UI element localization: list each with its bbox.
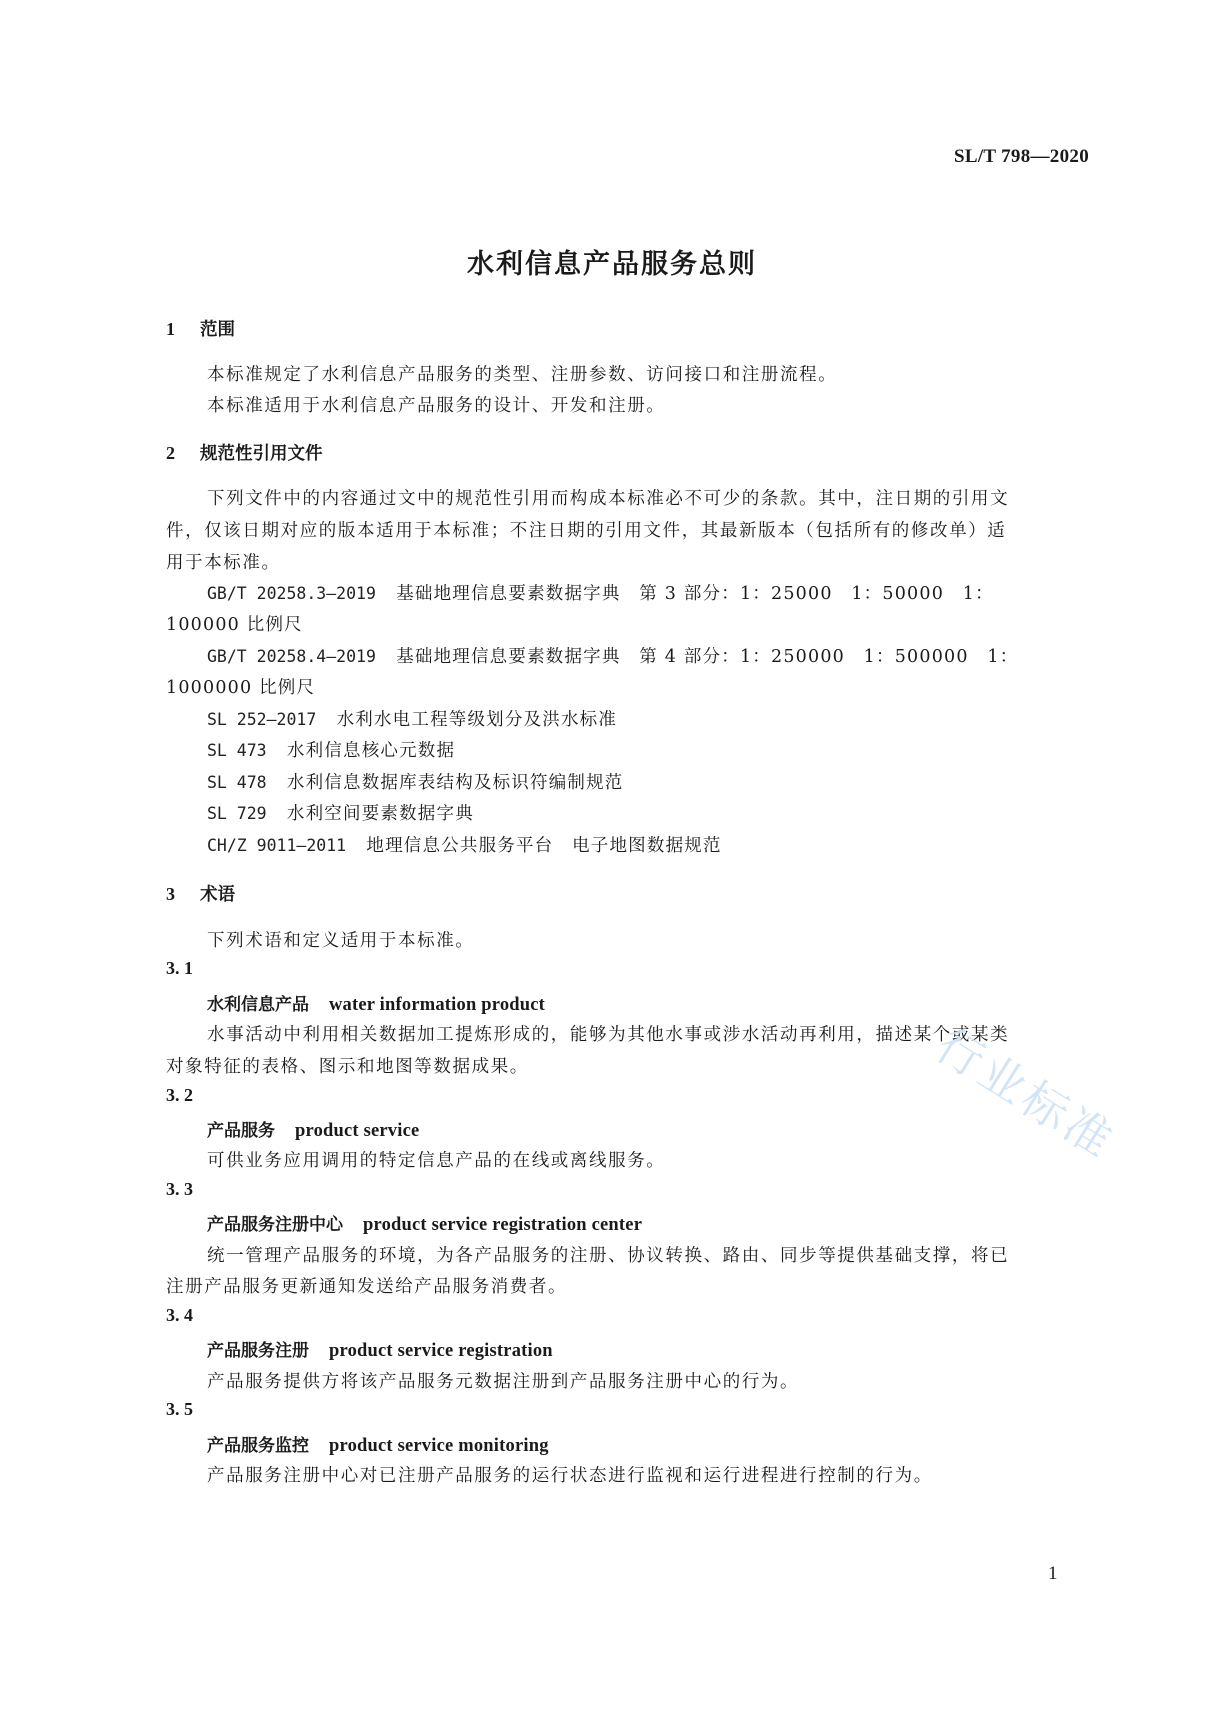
paragraph-line: 件，仅该日期对应的版本适用于本标准；不注日期的引用文件，其最新版本（包括所有的修改单）适 bbox=[166, 521, 1007, 541]
reference-code: SL 473 bbox=[207, 741, 267, 760]
paragraph-line: 用于本标准。 bbox=[166, 553, 281, 573]
section-title: 规范性引用文件 bbox=[200, 444, 323, 464]
reference-item bbox=[207, 580, 994, 605]
term-zh: 产品服务注册 bbox=[207, 1341, 309, 1361]
term-heading bbox=[207, 990, 545, 1016]
section-title: 范围 bbox=[200, 320, 235, 340]
section-number: 1 bbox=[166, 319, 175, 339]
term-zh: 水利信息产品 bbox=[207, 995, 309, 1015]
term-heading bbox=[207, 1210, 642, 1236]
term-zh: 产品服务 bbox=[207, 1121, 275, 1141]
term-definition: 统一管理产品服务的环境，为各产品服务的注册、协议转换、路由、同步等提供基础支撑，将已 bbox=[207, 1246, 1010, 1266]
section-2-heading bbox=[166, 440, 323, 465]
reference-item bbox=[207, 832, 722, 857]
term-number: 3. 5 bbox=[166, 1399, 193, 1419]
reference-code: GB/T 20258.4—2019 bbox=[207, 647, 376, 666]
page-number: 1 bbox=[1048, 1563, 1058, 1584]
term-en: product service registration bbox=[329, 1341, 553, 1361]
paragraph-line: 下列文件中的内容通过文中的规范性引用而构成本标准必不可少的条款。其中，注日期的引用文 bbox=[207, 489, 1010, 509]
section-number: 3 bbox=[166, 884, 175, 904]
reference-cont: 100000 比例尺 bbox=[166, 615, 303, 635]
term-en: water information product bbox=[329, 995, 546, 1015]
section-1-heading bbox=[166, 316, 235, 341]
term-definition: 对象特征的表格、图示和地图等数据成果。 bbox=[166, 1057, 529, 1077]
reference-title: 水利空间要素数据字典 bbox=[286, 804, 474, 824]
reference-item bbox=[207, 643, 1018, 668]
section-3-heading bbox=[166, 881, 235, 906]
term-en: product service monitoring bbox=[329, 1436, 549, 1456]
term-definition: 注册产品服务更新通知发送给产品服务消费者。 bbox=[166, 1277, 568, 1297]
term-zh: 产品服务监控 bbox=[207, 1436, 309, 1456]
reference-cont: 1000000 比例尺 bbox=[166, 678, 316, 698]
watermark: 行业标准 bbox=[926, 1017, 1125, 1170]
term-definition: 可供业务应用调用的特定信息产品的在线或离线服务。 bbox=[207, 1151, 666, 1171]
reference-item bbox=[207, 706, 617, 731]
term-en: product service bbox=[295, 1121, 420, 1141]
reference-code: SL 478 bbox=[207, 773, 267, 792]
reference-title: 水利信息数据库表结构及标识符编制规范 bbox=[286, 773, 624, 793]
term-heading bbox=[207, 1116, 419, 1142]
term-en: product service registration center bbox=[363, 1215, 643, 1235]
reference-code: GB/T 20258.3—2019 bbox=[207, 584, 376, 603]
reference-title: 基础地理信息要素数据字典 第 3 部分：1：25000 1：50000 1： bbox=[396, 584, 994, 604]
section-title: 术语 bbox=[200, 885, 235, 905]
term-number: 3. 3 bbox=[166, 1179, 193, 1199]
section-number: 2 bbox=[166, 443, 175, 463]
reference-item bbox=[207, 769, 624, 794]
term-heading bbox=[207, 1336, 553, 1362]
term-number: 3. 1 bbox=[166, 958, 193, 978]
reference-continuation bbox=[166, 674, 315, 699]
reference-item bbox=[207, 800, 474, 825]
reference-code: CH/Z 9011—2011 bbox=[207, 836, 347, 855]
reference-title: 地理信息公共服务平台 电子地图数据规范 bbox=[366, 836, 722, 856]
term-definition: 水事活动中利用相关数据加工提炼形成的，能够为其他水事或涉水活动再利用，描述某个或某类 bbox=[207, 1025, 1010, 1045]
reference-item bbox=[207, 737, 455, 762]
paragraph: 下列术语和定义适用于本标准。 bbox=[207, 931, 475, 951]
term-heading bbox=[207, 1431, 549, 1457]
reference-code: SL 252—2017 bbox=[207, 710, 317, 729]
term-definition: 产品服务提供方将该产品服务元数据注册到产品服务注册中心的行为。 bbox=[207, 1372, 800, 1392]
term-zh: 产品服务注册中心 bbox=[207, 1215, 343, 1235]
reference-title: 水利水电工程等级划分及洪水标准 bbox=[336, 710, 618, 730]
term-definition: 产品服务注册中心对已注册产品服务的运行状态进行监视和运行进程进行控制的行为。 bbox=[207, 1466, 933, 1486]
paragraph: 本标准规定了水利信息产品服务的类型、注册参数、访问接口和注册流程。 bbox=[207, 365, 838, 385]
standard-code: SL/T 798—2020 bbox=[954, 146, 1089, 167]
term-number: 3. 4 bbox=[166, 1305, 193, 1325]
document-title: 水利信息产品服务总则 bbox=[467, 249, 757, 280]
reference-code: SL 729 bbox=[207, 804, 267, 823]
reference-title: 基础地理信息要素数据字典 第 4 部分：1：250000 1：500000 1： bbox=[396, 647, 1019, 667]
term-number: 3. 2 bbox=[166, 1085, 193, 1105]
paragraph: 本标准适用于水利信息产品服务的设计、开发和注册。 bbox=[207, 396, 666, 416]
reference-title: 水利信息核心元数据 bbox=[286, 741, 456, 761]
reference-continuation bbox=[166, 611, 303, 636]
